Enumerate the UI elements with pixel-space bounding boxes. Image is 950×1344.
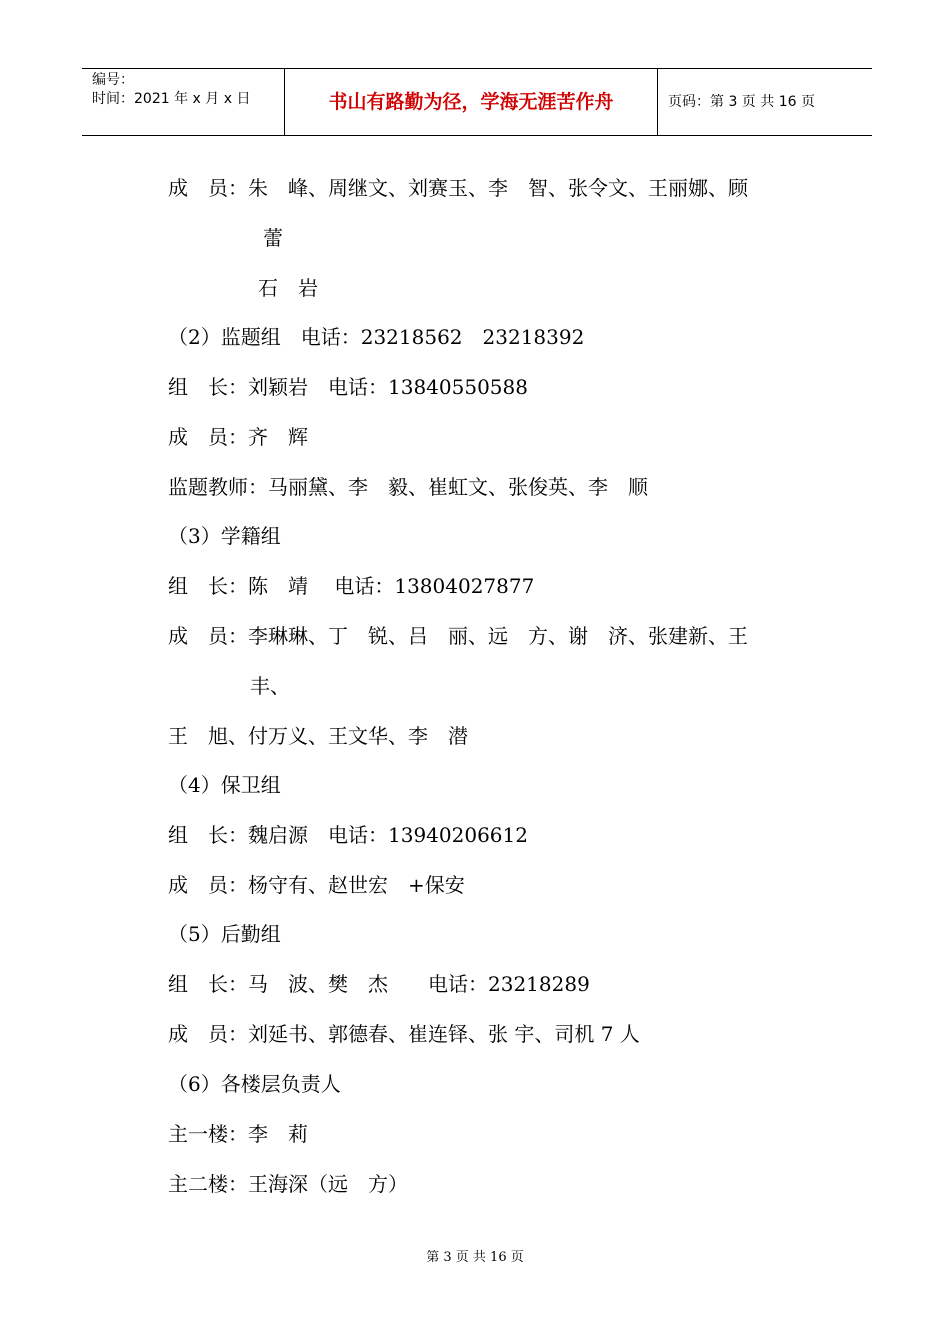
student-records-members: 成 员：李琳琳、丁 锐、吕 丽、远 方、谢 济、张建新、王 [168,624,748,648]
committee-members-continued-2: 石 岩 [258,276,318,300]
committee-members-line: 成 员：朱 峰、周继文、刘赛玉、李 智、张令文、王丽娜、顾 [168,176,748,200]
page-footer: 第 3 页 共 16 页 [426,1250,524,1265]
section-heading-floor-managers: （6）各楼层负责人 [168,1072,341,1096]
header-meta [82,69,284,135]
header-page-info: 页码：第 3 页 共 16 页 [668,94,815,110]
security-members: 成 员：杨守有、赵世宏 +保安 [168,873,465,897]
logistics-members: 成 员：刘延书、郭德春、崔连铎、张 宇、司机 7 人 [168,1022,640,1046]
header-motto: 书山有路勤为径，学海无涯苦作舟 [284,69,658,135]
floor-manager-first: 主一楼：李 莉 [168,1122,308,1146]
committee-members-continued: 蕾 [263,226,283,250]
student-records-members-continued-2: 王 旭、付万义、王文华、李 潜 [168,724,468,748]
logistics-leader: 组 长：马 波、樊 杰 电话：23218289 [168,972,590,996]
exam-supervision-members: 成 员：齐 辉 [168,425,308,449]
security-leader: 组 长：魏启源 电话：13940206612 [168,823,528,847]
section-heading-logistics: （5）后勤组 [168,922,281,946]
exam-supervision-leader: 组 长：刘颖岩 电话：13840550588 [168,375,528,399]
date-line: 时间：2021 年 x 月 x 日 [92,91,251,107]
student-records-members-continued: 丰、 [250,674,290,698]
serial-number-label: 编号： [92,72,134,88]
document-header [82,68,872,136]
section-heading-student-records: （3）学籍组 [168,524,281,548]
floor-manager-second: 主二楼：王海深（远 方） [168,1172,408,1196]
exam-supervision-teachers: 监题教师：马丽黛、李 毅、崔虹文、张俊英、李 顺 [168,475,648,499]
section-heading-exam-supervision: （2）监题组 电话：23218562 23218392 [168,325,585,349]
section-heading-security: （4）保卫组 [168,773,281,797]
student-records-leader: 组 长：陈 靖 电话：13804027877 [168,574,535,598]
